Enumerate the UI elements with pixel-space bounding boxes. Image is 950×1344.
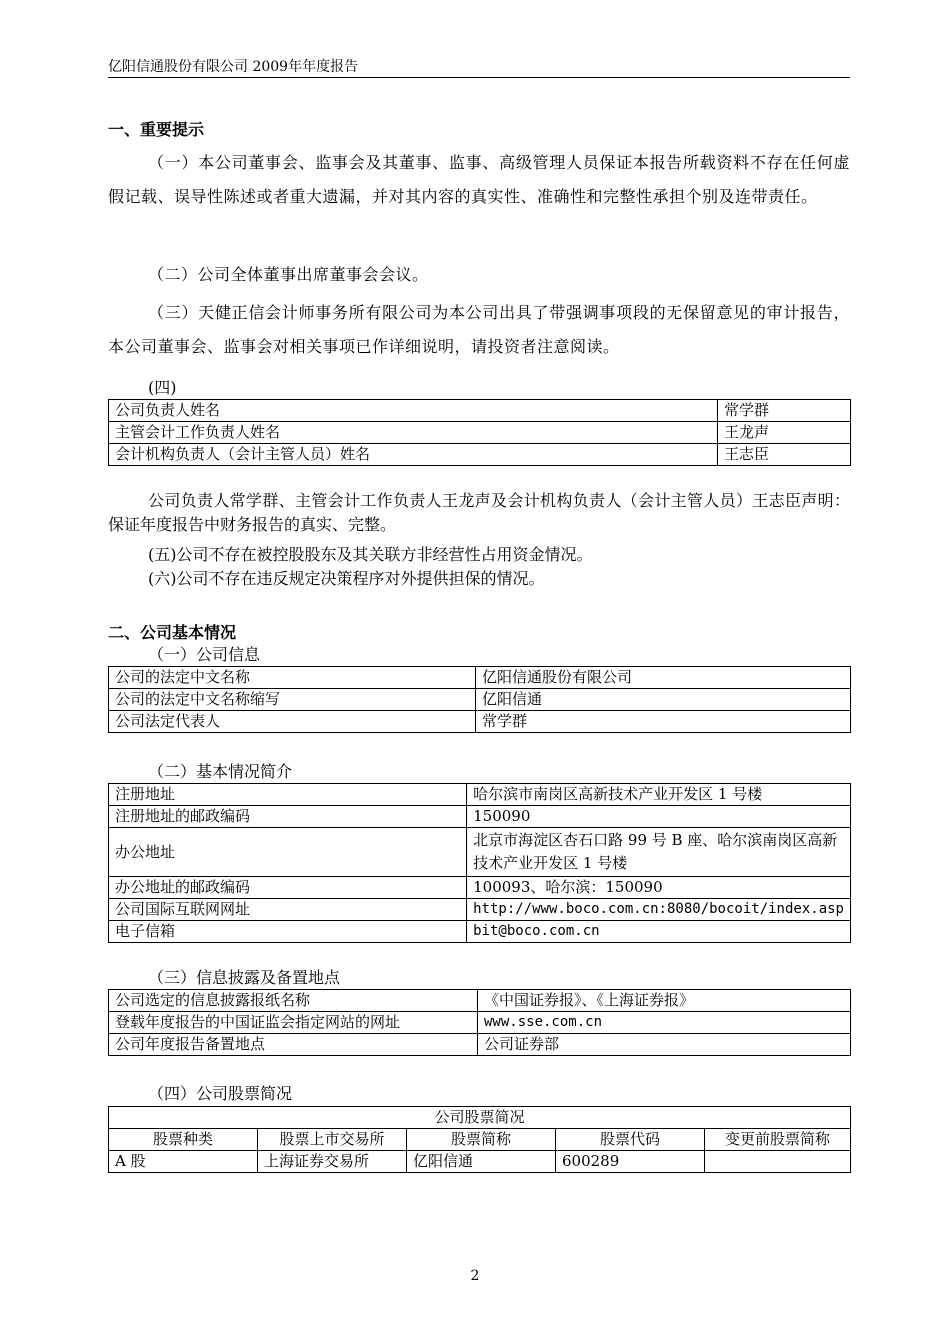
table-cell: 公司选定的信息披露报纸名称 bbox=[109, 990, 478, 1012]
column-header: 股票种类 bbox=[109, 1129, 258, 1151]
table-cell: 常学群 bbox=[718, 400, 851, 422]
table-header-row bbox=[109, 1129, 851, 1151]
table-cell: 《中国证券报》、《上海证券报》 bbox=[478, 990, 851, 1012]
table-cell: 主管会计工作负责人姓名 bbox=[109, 422, 718, 444]
responsible-persons-table bbox=[108, 399, 851, 466]
table-cell: 亿阳信通 bbox=[476, 689, 851, 711]
section1-statement: 公司负责人常学群、主管会计工作负责人王龙声及会计机构负责人（会计主管人员）王志臣声明：保证年度报告中财务报告的真实、完整。 bbox=[108, 491, 850, 534]
table-cell: 公司负责人姓名 bbox=[109, 400, 718, 422]
table-row bbox=[109, 1151, 851, 1173]
table-row bbox=[109, 1107, 851, 1129]
website-url: http://www.boco.com.cn:8080/bocoit/index.asp bbox=[467, 899, 851, 921]
column-header: 股票简称 bbox=[407, 1129, 556, 1151]
table-cell: 公司年度报告备置地点 bbox=[109, 1034, 478, 1056]
page-number: 2 bbox=[470, 1268, 480, 1284]
subsection-basic-info-title: （二）基本情况简介 bbox=[148, 762, 293, 781]
table-cell: 公司证券部 bbox=[478, 1034, 851, 1056]
table-cell: 公司国际互联网网址 bbox=[109, 899, 467, 921]
section1-paragraph-3: （三）天健正信会计师事务所有限公司为本公司出具了带强调事项段的无保留意见的审计报告，本公司董事会、监事会对相关事项已作详细说明，请投资者注意阅读。 bbox=[108, 303, 850, 356]
column-header: 变更前股票简称 bbox=[705, 1129, 851, 1151]
table-cell: 注册地址的邮政编码 bbox=[109, 806, 467, 828]
table-cell: 公司法定代表人 bbox=[109, 711, 476, 733]
column-header: 股票代码 bbox=[556, 1129, 705, 1151]
section1-paragraph-2: （二）公司全体董事出席董事会会议。 bbox=[148, 265, 429, 284]
stock-overview-table bbox=[108, 1106, 851, 1173]
table-row bbox=[109, 1012, 851, 1034]
table-row bbox=[109, 921, 851, 943]
report-header-title: 亿阳信通股份有限公司 2009年年度报告 bbox=[108, 59, 359, 75]
table-row bbox=[109, 784, 851, 806]
table-row bbox=[109, 828, 851, 877]
table-row bbox=[109, 899, 851, 921]
table-cell: A 股 bbox=[109, 1151, 258, 1173]
section1-paragraph-5: (五)公司不存在被控股股东及其关联方非经营性占用资金情况。 bbox=[148, 545, 593, 564]
table-cell: 注册地址 bbox=[109, 784, 467, 806]
table-row bbox=[109, 444, 851, 466]
basic-info-table bbox=[108, 783, 851, 943]
table-row bbox=[109, 806, 851, 828]
table-row bbox=[109, 711, 851, 733]
table-cell: 王志臣 bbox=[718, 444, 851, 466]
table-cell: 登载年度报告的中国证监会指定网站的网址 bbox=[109, 1012, 478, 1034]
section1-item4-label: (四) bbox=[148, 378, 177, 397]
company-info-table bbox=[108, 666, 851, 733]
table-row bbox=[109, 667, 851, 689]
table-row bbox=[109, 400, 851, 422]
table-row bbox=[109, 1034, 851, 1056]
table-row bbox=[109, 877, 851, 899]
disclosure-table bbox=[108, 989, 851, 1056]
section1-paragraph-6: (六)公司不存在违反规定决策程序对外提供担保的情况。 bbox=[148, 569, 545, 588]
subsection-disclosure-title: （三）信息披露及备置地点 bbox=[148, 968, 341, 987]
table-cell: 公司的法定中文名称缩写 bbox=[109, 689, 476, 711]
subsection-stock-title: （四）公司股票简况 bbox=[148, 1084, 293, 1103]
section1-title: 一、重要提示 bbox=[108, 120, 205, 139]
subsection-company-info-title: （一）公司信息 bbox=[148, 645, 261, 664]
table-cell: 办公地址的邮政编码 bbox=[109, 877, 467, 899]
column-header: 股票上市交易所 bbox=[258, 1129, 407, 1151]
table-row bbox=[109, 422, 851, 444]
table-cell: 公司的法定中文名称 bbox=[109, 667, 476, 689]
table-cell: 哈尔滨市南岗区高新技术产业开发区 1 号楼 bbox=[467, 784, 851, 806]
table-cell: 王龙声 bbox=[718, 422, 851, 444]
header-divider bbox=[108, 77, 850, 78]
table-cell: 北京市海淀区杏石口路 99 号 B 座、哈尔滨南岗区高新技术产业开发区 1 号楼 bbox=[467, 828, 851, 877]
table-row bbox=[109, 689, 851, 711]
table-cell: 会计机构负责人（会计主管人员）姓名 bbox=[109, 444, 718, 466]
table-cell: 电子信箱 bbox=[109, 921, 467, 943]
table-cell: 150090 bbox=[467, 806, 851, 828]
table-cell bbox=[705, 1151, 851, 1173]
table-cell: 亿阳信通 bbox=[407, 1151, 556, 1173]
table-cell: 常学群 bbox=[476, 711, 851, 733]
stock-table-title: 公司股票简况 bbox=[109, 1107, 851, 1129]
table-cell: 办公地址 bbox=[109, 828, 467, 877]
table-row bbox=[109, 990, 851, 1012]
table-cell: 600289 bbox=[556, 1151, 705, 1173]
section1-paragraph-1: （一）本公司董事会、监事会及其董事、监事、高级管理人员保证本报告所载资料不存在任何虚假记载、误导性陈述或者重大遗漏，并对其内容的真实性、准确性和完整性承担个别及连带责任。 bbox=[108, 153, 850, 206]
table-cell: www.sse.com.cn bbox=[478, 1012, 851, 1034]
table-cell: 亿阳信通股份有限公司 bbox=[476, 667, 851, 689]
table-cell: 上海证券交易所 bbox=[258, 1151, 407, 1173]
table-cell: 100093、哈尔滨：150090 bbox=[467, 877, 851, 899]
section2-title: 二、公司基本情况 bbox=[108, 623, 237, 642]
email-address: bit@boco.com.cn bbox=[467, 921, 851, 943]
